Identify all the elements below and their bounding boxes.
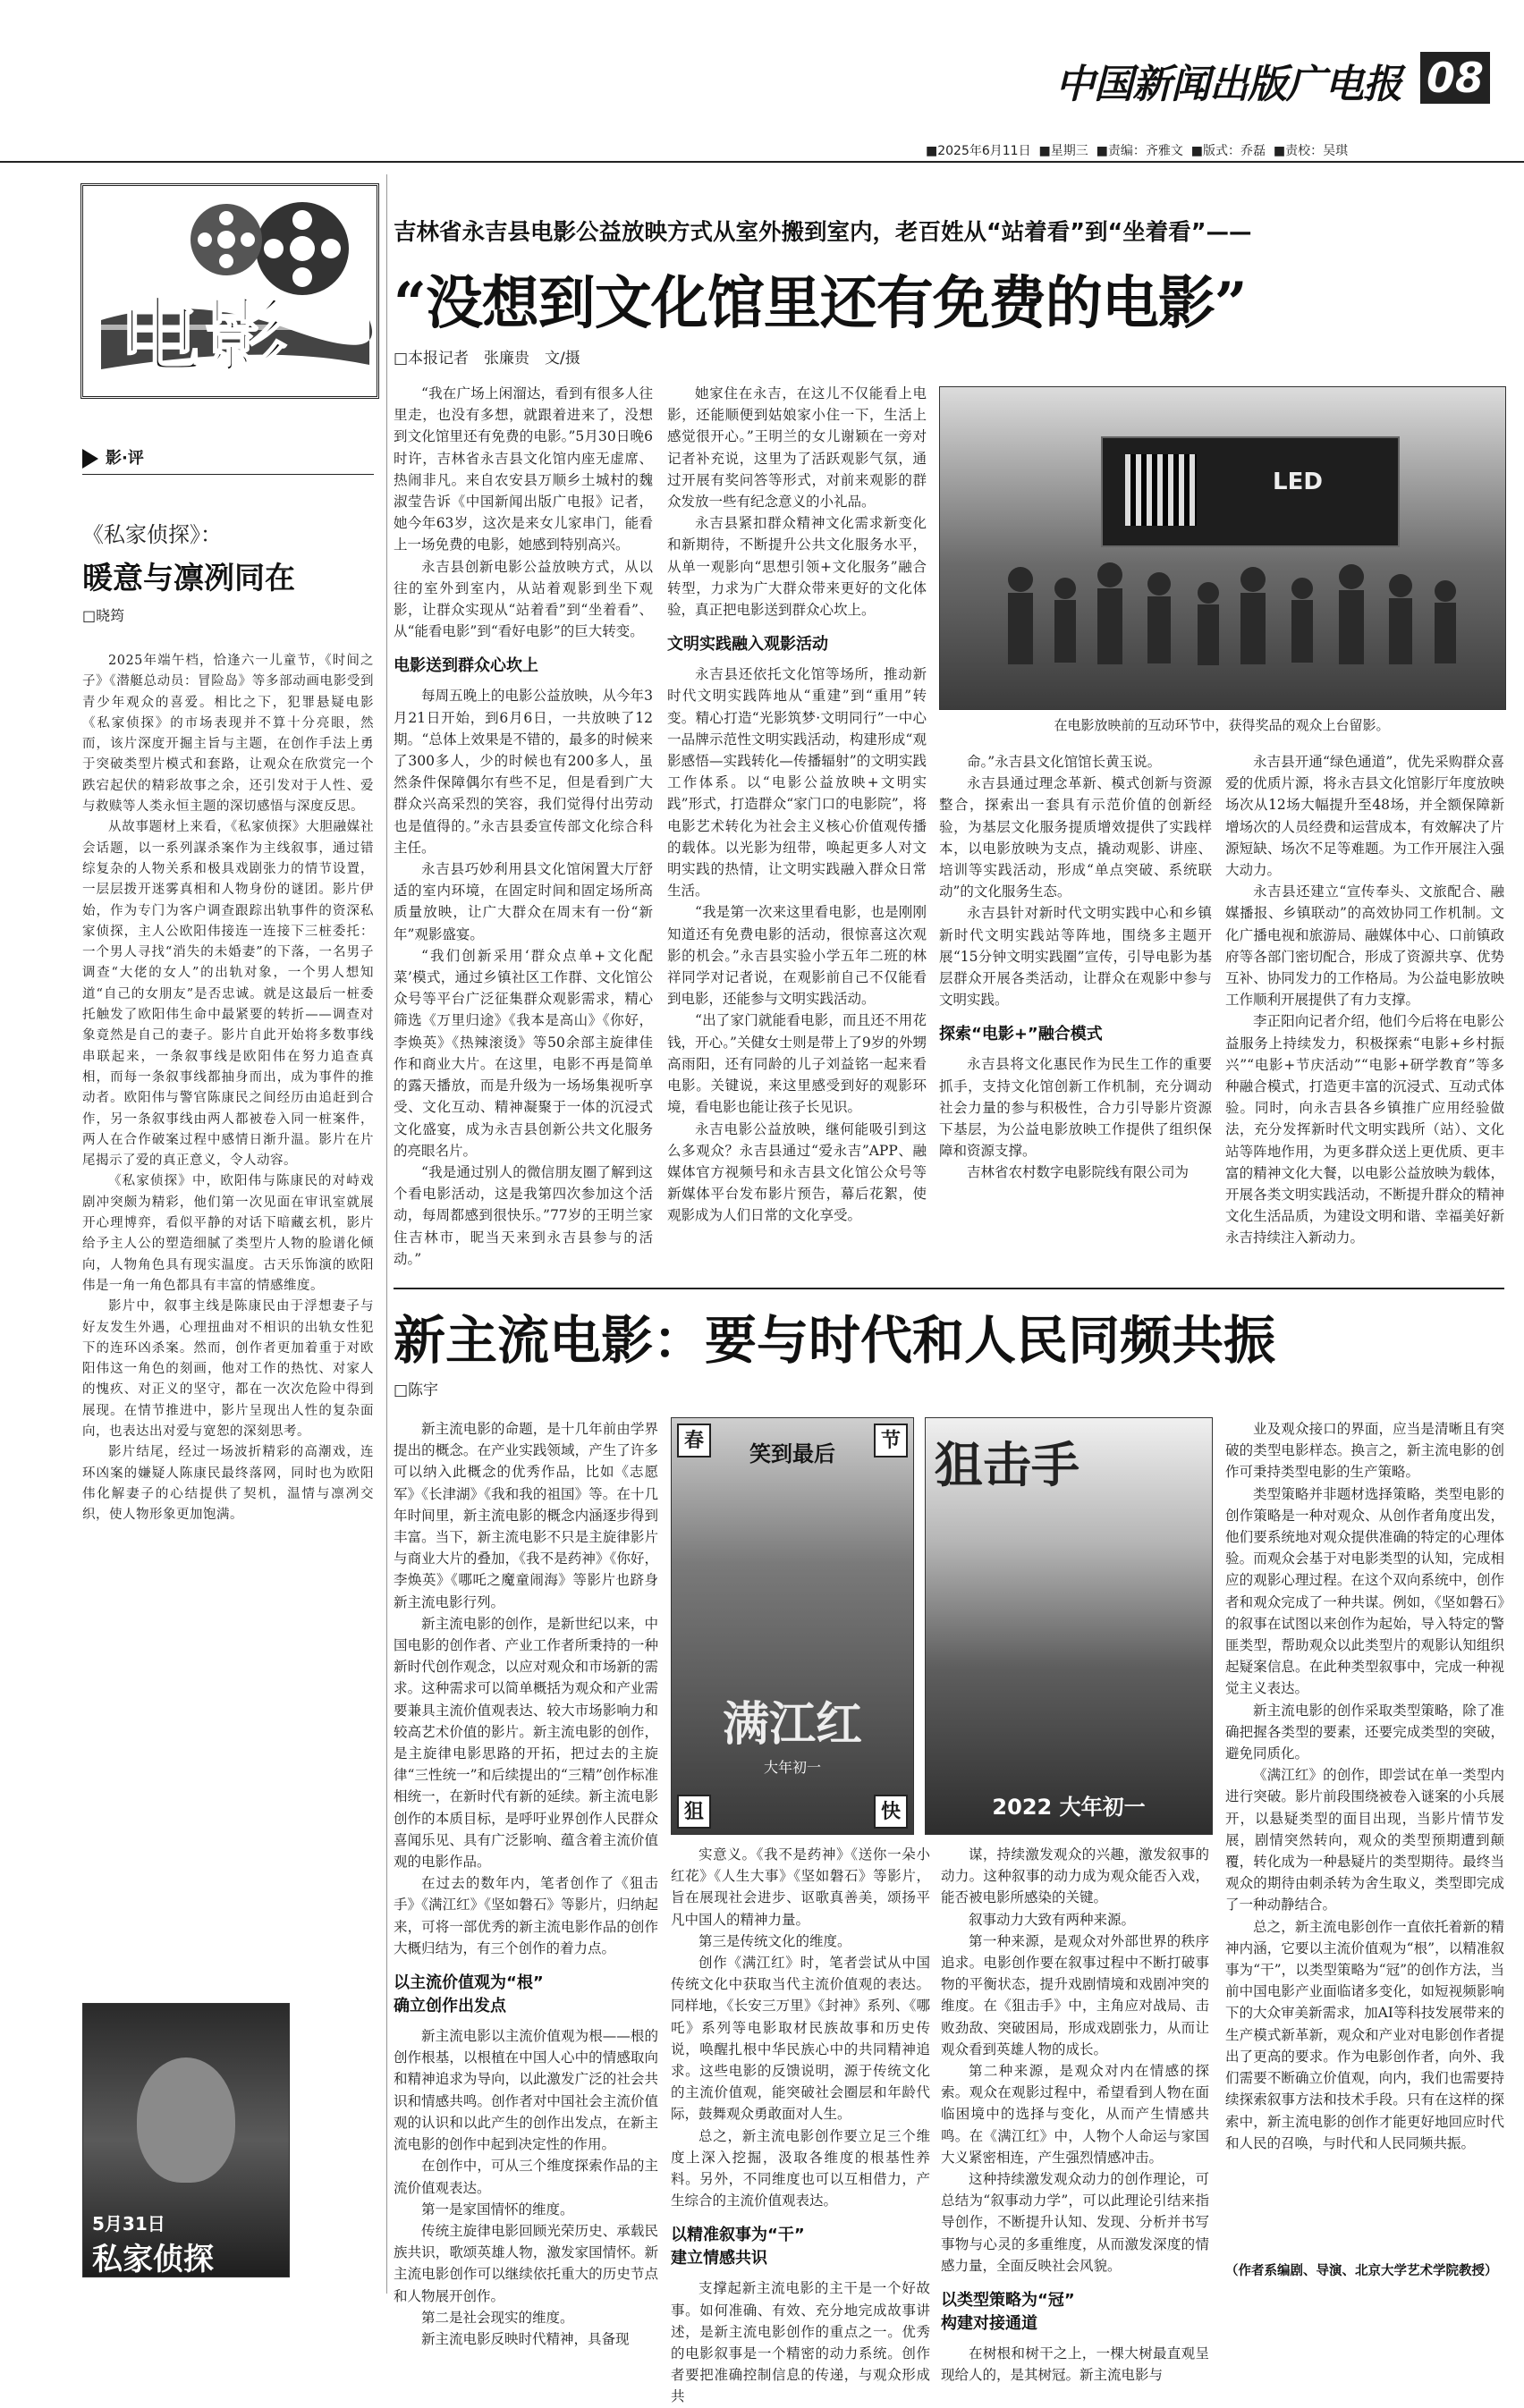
- lead-col-3: [939, 751, 1212, 1279]
- second-poster-2: [925, 1417, 1213, 1835]
- second-paragraph: 新主流电影以主流价值观为根——根的创作根基，以根植在中国人心中的情感取向和精神追求为导向，以此激发广泛的社会共识和情感共鸣。创作者对中国社会主流价值观的认识和以此产生的创作出发点，在新主流电影的创作中起到决定性的作用。: [394, 2028, 658, 2153]
- second-paragraph: 谋，持续激发观众的兴趣，激发叙事的动力。这种叙事的动力成为观众能否入戏，能否被电影所感染的关键。: [941, 1846, 1209, 1906]
- lead-col-2: [667, 383, 927, 1277]
- second-paragraph: 支撑起新主流电影的主干是一个好故事。如何准确、有效、充分地完成故事讲述，是新主流电影创作的重点之一。优秀的电影叙事是一个精密的动力系统。创作者要把准确控制信息的传递，与观众形成共: [671, 2280, 930, 2405]
- second-subhead-3: 以类型策略为“冠” 构建对接通道: [941, 2291, 1075, 2334]
- review-poster-title: 私家侦探: [92, 2242, 214, 2277]
- play-icon: [82, 449, 98, 469]
- lead-paragraph: 永吉县紧扣群众精神文化需求新变化和新期待，不断提升公共文化服务水平，从单一观影向“思想引领+文化服务”融合转型，力求为广大群众带来更好的文化体验，真正把电影送到群众心坎上。: [667, 515, 927, 619]
- second-col-4: [1225, 1418, 1504, 2259]
- column-divider: [386, 174, 387, 2294]
- section-title: 电影: [119, 288, 292, 384]
- second-paragraph: 第二种来源，是观众对内在情感的探索。观众在观影过程中，希望看到人物在面临困境中的选择与变化，从而产生情感共鸣。在《满江红》中，人物个人命运与家国大义紧密相连，产生强烈情感冲击。: [941, 2063, 1209, 2166]
- issue-date: 2025年6月11日: [937, 144, 1031, 158]
- lead-paragraph: “我在广场上闲溜达，看到有很多人往里走，也没有多想，就跟着进来了，没想到文化馆里还有免费的电影。”5月30日晚6时许，吉林省永吉县文化馆内座无虚席、热闹非凡。来自农安县万顺乡土城村的魏淑莹告诉《中国新闻出版广电报》记者，她今年63岁，这次是来女儿家串门，能看上一场免费的电影，她感到特别高兴。: [394, 385, 653, 553]
- second-paragraph: 传统主旋律电影回顾光荣历史、承载民族共识，歌颂英雄人物，激发家国情怀。新主流电影创作可以继续依托重大的历史节点和人物展开创作。: [394, 2222, 658, 2304]
- review-author: □晓筠: [82, 607, 125, 624]
- second-paragraph: 新主流电影的创作采取类型策略，除了准确把握各类型的要素，还要完成类型的突破，避免同质化。: [1225, 1702, 1504, 1762]
- second-col-1: [394, 1418, 658, 2347]
- review-title: [82, 517, 374, 625]
- section-banner: [80, 183, 379, 399]
- second-headline: 新主流电影：要与时代和人民同频共振: [394, 1310, 1276, 1371]
- lead-kicker: 吉林省永吉县电影公益放映方式从室外搬到室内，老百姓从“站着看”到“坐着看”——: [394, 219, 1252, 246]
- lead-paragraph: 每周五晚上的电影公益放映，从今年3月21日开始，到6月6日，一共放映了12期。“总体上效果是不错的，最多的时候来了300多人，少的时候也有200多人，虽然条件保障偶尔有些不足，但是看到广大群众兴高采烈的笑容，我们觉得付出劳动也是值得的。”永吉县委宣传部文化综合科主任。: [394, 688, 653, 856]
- second-paragraph: 类型策略并非题材选择策略，类型电影的创作策略是一种对观众、从创作者角度出发，他们要系统地对观众提供准确的特定的心理体验。而观众会基于对电影类型的认知，完成相应的观影心理过程。在这个双向系统中，创作者和观众完成了一种共谋。例如，《坚如磐石》的叙事在试图以来创作为起始，导入特定的警匪类型，帮助观众以此类型片的观影认知组织起疑案信息。在此种类型叙事中，完成一种视觉主义表达。: [1225, 1485, 1504, 1697]
- second-paragraph: 这种持续激发观众动力的创作理论，可总结为“叙事动力学”，可以此理论引结来指导创作，不断提升认知、发现、分析并书写事物与心灵的多重维度，从而激发深度的情感力量，全面反映社会风貌。: [941, 2171, 1209, 2274]
- second-paragraph: 总之，新主流电影创作要立足三个维度上深入挖掘，汲取各维度的根基性养料。另外，不同维度也可以互相借力，产生综合的主流价值观表达。: [671, 2127, 930, 2209]
- editor-credit: 责编：齐雅文: [1107, 144, 1183, 158]
- lead-paragraph: 永吉县通过理念革新、模式创新与资源整合，探索出一套具有示范价值的创新经验，为基层文化服务提质增效提供了实践样本，以电影放映为支点，撬动观影、讲座、培训等实践活动，形成“单点突破、系统联动”的文化服务生态。: [939, 775, 1212, 900]
- second-paragraph: 新主流电影的创作，是新世纪以来，中国电影的创作者、产业工作者所秉持的一种新时代创作观念，以应对观众和市场新的需求。这种需求可以简单概括为观众和产业需要兼具主流价值观表达、较大市场影响力和较高艺术价值的影片。新主流电影的创作，是主旋律电影思路的开拓，把过去的主旋律“三性统一”和后续提出的“三精”创作标准相统一，在新时代有新的延续。新主流电影创作的本质目标，是呼吁业界创作人民群众喜闻乐见、具有广泛影响、蕴含着主流价值观的电影作品。: [394, 1615, 658, 1871]
- review-poster-image: [82, 2003, 290, 2277]
- lead-paragraph: “出了家门就能看电影，而且还不用花钱，开心。”关健女士则是带上了9岁的外甥高雨阳，还有同龄的儿子刘益铭一起来看电影。关键说，来这里感受到好的观影环境，看电影也能让孩子长见识。: [667, 1012, 927, 1116]
- page-number: 08: [1420, 52, 1490, 104]
- review-title-line1: 《私家侦探》：: [82, 522, 222, 547]
- lead-subhead-1: 电影送到群众心坎上: [394, 656, 538, 676]
- poster-face: [137, 2057, 235, 2183]
- second-byline: □陈宇: [394, 1381, 439, 1399]
- poster-corner-char: 快: [874, 1795, 908, 1829]
- lead-paragraph: 命。”永吉县文化馆馆长黄玉说。: [967, 754, 1162, 770]
- lead-paragraph: “我是第一次来这里看电影，也是刚刚知道还有免费电影的活动，很惊喜这次观影的机会。”永吉县实验小学五年二班的林祥同学对记者说，在观影前自己不仅能看到电影，还能参与文明实践活动。: [667, 904, 927, 1008]
- lead-subhead-3: 探索“电影+”融合模式: [939, 1025, 1103, 1044]
- review-tag: [82, 445, 374, 475]
- lead-paragraph: 永吉县创新电影公益放映方式，从以往的室外到室内，从站着观影到坐下观影，让群众实现从“站着看”到“坐着看”、从“能看电影”到“看好电影”的巨大转变。: [394, 558, 653, 640]
- lead-paragraph: 永吉电影公益放映，继何能吸引到这么多观众？永吉县通过“爱永吉”APP、融媒体官方视频号和永吉县文化馆公众号等新媒体平台发布影片预告，幕后花絮，使观影成为人们日常的文化享受。: [667, 1120, 927, 1224]
- review-paragraph: 影片中，叙事主线是陈康民由于浮想妻子与好友发生外遇，心理扭曲对不相识的出轨女性犯下的连环凶杀案。然而，创作者更加着重于对欧阳伟这一角色的刻画，他对工作的热忱、对家人的愧疚、对正义的坚守，都在一次次危险中得到展现。在情节推进中，影片呈现出人性的复杂面向，也表达出对爱与宽恕的深刻思考。: [82, 1299, 374, 1439]
- audience-group-icon: [940, 387, 1505, 709]
- lead-subhead-2: 文明实践融入观影活动: [667, 635, 828, 655]
- lead-photo: [939, 386, 1506, 710]
- poster-date: 2022 大年初一: [992, 1795, 1146, 1820]
- lead-paragraph: 永吉县开通“绿色通道”，优先采购群众喜爱的优质片源，将永吉县文化馆影厅年度放映场次从12场大幅提升至48场，并全额保障新增场次的人员经费和运营成本，有效解决了片源短缺、场次不足等难题。为工作开展注入强大动力。: [1225, 754, 1504, 879]
- second-paragraph: 第二是社会现实的维度。: [421, 2309, 574, 2326]
- second-paragraph: 新主流电影的命题，是十几年前由学界提出的概念。在产业实践领域，产生了许多可以纳入此概念的优秀作品，比如《志愿军》《长津湖》《我和我的祖国》等。在十几年时间里，新主流电影的概念内涵逐步得到丰富。当下，新主流电影不只是主旋律影片与商业大片的叠加，《我不是药神》《你好，李焕英》《哪吒之魔童闹海》等影片也跻身新主流电影行列。: [394, 1421, 658, 1610]
- poster-corner-char: 狙: [677, 1795, 711, 1829]
- poster-corner-char: 春: [677, 1424, 711, 1457]
- layout-credit: 版式：乔磊: [1203, 144, 1266, 158]
- second-paragraph: 实意义。《我不是药神》《送你一朵小红花》《人生大事》《坚如磐石》等影片，旨在展现社会进步、讴歌真善美，颂扬平凡中国人的精神力量。: [671, 1846, 930, 1928]
- second-subhead-1: 以主流价值观为“根” 确立创作出发点: [394, 1973, 544, 2016]
- lead-paragraph: 永吉县巧妙利用县文化馆闲置大厅舒适的室内环境，在固定时间和固定场所高质量放映，让广大群众在周末有一份“新年”观影盛宴。: [394, 861, 653, 942]
- issue-weekday: 星期三: [1050, 144, 1088, 158]
- lead-photo-caption: 在电影放映前的互动环节中，获得奖品的观众上台留影。: [1054, 717, 1390, 733]
- review-paragraph: 《私家侦探》中，欧阳伟与陈康民的对峙戏剧冲突颇为精彩，他们第一次见面在审讯室就展开心理博弈，看似平静的对话下暗藏玄机，影片给予主人公的塑造细腻了类型片人物的脸谱化倾向，人物角色具有现实温度。古天乐饰演的欧阳伟是一角一角色都具有丰富的情感维度。: [82, 1174, 374, 1293]
- poster-corner-char: 节: [874, 1424, 908, 1457]
- paper-name: 中国新闻出版广电报: [1055, 62, 1401, 107]
- lead-col-4: [1225, 751, 1504, 1279]
- poster-title: 满江红: [722, 1697, 862, 1752]
- poster-tagline: 笑到最后: [749, 1441, 835, 1466]
- lead-byline: □本报记者 张廉贵 文/摄: [394, 350, 580, 368]
- issue-info: ■2025年6月11日 ■星期三 ■责编：齐雅文 ■版式：乔磊 ■责校：吴琪: [926, 144, 1349, 158]
- second-paragraph: 在创作中，可从三个维度探索作品的主流价值观表达。: [394, 2158, 658, 2196]
- lead-paragraph: 她家住在永吉，在这儿不仅能看上电影，还能顺便到姑娘家小住一下，生活上感觉很开心。”王明兰的女儿谢颖在一旁对记者补充说，这里为了活跃观影气氛，通过开展有奖问答等形式，对前来观影的群众发放一些有纪念意义的小礼品。: [667, 385, 927, 511]
- led-screen-text: LED: [1273, 469, 1323, 495]
- second-subhead-2: 以精准叙事为“干” 建立情感共识: [671, 2226, 805, 2269]
- story-divider: [394, 1288, 1504, 1289]
- lead-paragraph: 永吉县将文化惠民作为民生工作的重要抓手，支持文化馆创新工作机制，充分调动社会力量的参与积极性，合力引导影片资源下基层，为公益电影放映工作提供了组织保障和资源支撑。: [939, 1056, 1212, 1160]
- review-paragraph: 2025年端午档，恰逢六一儿童节，《时间之子》《潜艇总动员：冒险岛》等多部动画电影受到青少年观众的喜爱。相比之下，犯罪悬疑电影《私家侦探》的市场表现并不算十分亮眼，然而，该片深度开掘主旨与主题，在创作手法上勇于突破类型片模式和套路，让观众在欣赏完一个跌宕起伏的精彩故事之余，还引发对于人性、爱与救赎等人类永恒主题的深切感悟与深度反思。: [82, 654, 374, 815]
- second-paragraph: 《满江红》的创作，即尝试在单一类型内进行突破。影片前段围绕被卷入谜案的小兵展开，以悬疑类型的面目出现，当影片情节发展，剧情突然转向，观众的类型预期遭到颠覆，转化成为一种悬疑片的类型期待。最终当观众的期待由刺杀转为舍生取义，类型即完成了一种动静结合。: [1225, 1767, 1504, 1914]
- second-col-2: [671, 1844, 930, 2405]
- second-paragraph: 在树根和树干之上，一棵大树最直观呈现给人的，是其树冠。新主流电影与: [941, 2345, 1209, 2384]
- review-poster-date: 5月31日: [92, 2213, 165, 2235]
- lead-paragraph: 李正阳向记者介绍，他们今后将在电影公益服务上持续发力，积极探索“电影+乡村振兴”“电影+节庆活动”“电影+研学教育”等多种融合模式，打造更丰富的沉浸式、互动式体验。同时，向永吉县各乡镇推广应用经验做法，充分发挥新时代文明实践所（站）、文化站等阵地作用，为更多群众送上更优质、更丰富的精神文化大餐，以电影公益放映为载体，开展各类文明实践活动，不断提升群众的精神文化生活品质，为建设文明和谐、幸福美好新永吉持续注入新动力。: [1225, 1013, 1504, 1246]
- lead-col-1: [394, 383, 653, 1277]
- lead-paragraph: 永吉县针对新时代文明实践中心和乡镇新时代文明实践站等阵地，围绕多主题开展“15分钟文明实践圈”宣传，引导电影为基层群众开展各类活动，让群众在观影中参与文明实践。: [939, 905, 1212, 1009]
- second-paragraph: 在过去的数年内，笔者创作了《狙击手》《满江红》《坚如磐石》等影片，归纳起来，可将一部优秀的新主流电影作品的创作大概归结为，有三个创作的着力点。: [394, 1875, 658, 1956]
- second-col-3: [941, 1844, 1209, 2384]
- second-poster-1: [671, 1417, 914, 1835]
- poster-title: 狙击手: [935, 1436, 1080, 1493]
- lead-paragraph: 永吉县还建立“宣传奉头、文旅配合、融媒播报、乡镇联动”的高效协同工作机制。文化广播电视和旅游局、融媒体中心、口前镇政府等各部门密切配合，形成了资源共享、优势互补、协同发力的工作格局。为公益电影放映工作顺利开展提供了有力支撑。: [1225, 883, 1504, 1009]
- review-column-tag: 影·评: [106, 449, 144, 468]
- second-paragraph: 新主流电影反映时代精神，具备现: [421, 2330, 630, 2347]
- second-paragraph: 创作《满江红》时，笔者尝试从中国传统文化中获取当代主流价值观的表达。同样地，《长安三万里》《封神》系列、《哪吒》系列等电影取材民族故事和历史传说，唤醒扎根中华民族心中的共同精神追求。这些电影的反馈说明，源于传统文化的主流价值观，能突破社会圈层和年龄代际，鼓舞观众勇敢面对人生。: [671, 1955, 930, 2123]
- second-paragraph: 第一是家国情怀的维度。: [421, 2201, 574, 2218]
- masthead: [903, 52, 1494, 158]
- review-paragraph: 影片结尾，经过一场波折精彩的高潮戏，连环凶案的嫌疑人陈康民最终落网，同时也为欧阳伟化解妻子的心结提供了契机，温情与凛冽交织，使人物形象更加饱满。: [82, 1445, 374, 1523]
- second-paragraph: 第一种来源，是观众对外部世界的秩序追求。电影创作要在叙事过程中不断打破事物的平衡状态，提升戏剧情境和戏剧冲突的维度。在《狙击手》中，主角应对战局、击败劲敌、突破困局，形成戏剧张力，从而让观众看到英雄人物的成长。: [941, 1932, 1209, 2057]
- lead-paragraph: “我们创新采用‘群众点单+文化配菜’模式，通过乡镇社区工作群、文化馆公众号等平台广泛征集群众观影需求，精心筛选《万里归途》《我本是高山》《你好，李焕英》《热辣滚烫》等50余部主旋律佳作和商业大片。在这里，电影不再是简单的露天播放，而是升级为一场场集视听享受、文化互动、精神凝聚于一体的沉浸式文化盛宴，成为永吉县创新公共文化服务的亮眼名片。: [394, 947, 653, 1159]
- lead-paragraph: 吉林省农村数字电影院线有限公司为: [967, 1164, 1190, 1181]
- second-paragraph: 第三是传统文化的维度。: [698, 1932, 851, 1949]
- poster-date: 大年初一: [763, 1759, 821, 1776]
- masthead-rule: [0, 161, 1524, 163]
- second-paragraph: 叙事动力大致有两种来源。: [969, 1911, 1136, 1928]
- lead-paragraph: “我是通过别人的微信朋友圈了解到这个看电影活动，这是我第四次参加这个活动，每周都感到很快乐。”77岁的王明兰家住吉林市，昵当天来到永吉县参与的活动。”: [394, 1163, 653, 1267]
- review-title-line2: 暖意与凛冽同在: [82, 561, 295, 596]
- lead-headline: “没想到文化馆里还有免费的电影”: [394, 270, 1247, 337]
- proof-credit: 责校：吴琪: [1285, 144, 1349, 158]
- second-paragraph: 总之，新主流电影创作一直依托着新的精神内涵，它要以主流价值观为“根”，以精准叙事为“干”，以类型策略为“冠”的创作方法，当前中国电影产业面临诸多变化，如短视频影响下的大众审美新需求，加AI等科技发展带来的生产模式新革新，观众和产业对电影创作者提出了更高的要求。作为电影创作者，向外、我们需要不断确立价值观，向内，我们也需要持续探索叙事方法和技术手段。只有在这样的探索中，新主流电影的创作才能更好地回应时代和人民的召唤，与时代和人民同频共振。: [1225, 1918, 1504, 2151]
- second-paragraph: 业及观众接口的界面，应当是清晰且有突破的类型电影样态。换言之，新主流电影的创作可秉持类型电影的生产策略。: [1225, 1421, 1504, 1481]
- review-paragraph: 从故事题材上来看，《私家侦探》大胆融媒社会话题，以一系列謀杀案作为主线叙事，通过错综复杂的人物关系和极具戏剧张力的情节设置，一层层拨开迷雾真相和人物身份的谜团。影片伊始，作为专门为客户调查跟踪出轨事件的资深私家侦探，主人公欧阳伟接连一连接下三桩委托：一个男人寻找“消失的未婚妻”的下落，一名男子调查“大佬的女人”的出轨对象，一个男人想知道“自己的女朋友”是否忠诚。就是这最后一桩委托触发了欧阳伟生命中最紧要的转折——调查对象竟然是自己的妻子。影片自此开始将多数事线串联起来，一条叙事线是欧阳伟在努力追查真相，而每一条叙事线都抽身而出，成为事件的推动者。欧阳伟与警官陈康民之间经历由追赶到合作，另一条叙事线由两人都被卷入同一桩案件，两人在合作破案过程中感情日渐升温。影片在片尾揭示了爱的真正意义，令人动容。: [82, 820, 374, 1169]
- lead-paragraph: 永吉县还依托文化馆等场所，推动新时代文明实践阵地从“重建”到“重用”转变。精心打造“光影筑梦·文明同行”一中心一品牌示范性文明实践活动，构建形成“观影感悟—实践转化—传播辐射”的文明实践工作体系。以“电影公益放映+文明实践”形式，打造群众“家门口的电影院”，将电影艺术转化为社会主义核心价值观传播的载体。以光影为纽带，唤起更多人对文明实践的热情，让文明实践融入群众日常生活。: [667, 666, 927, 900]
- second-footnote: （作者系编剧、导演、北京大学艺术学院教授）: [1225, 2264, 1498, 2278]
